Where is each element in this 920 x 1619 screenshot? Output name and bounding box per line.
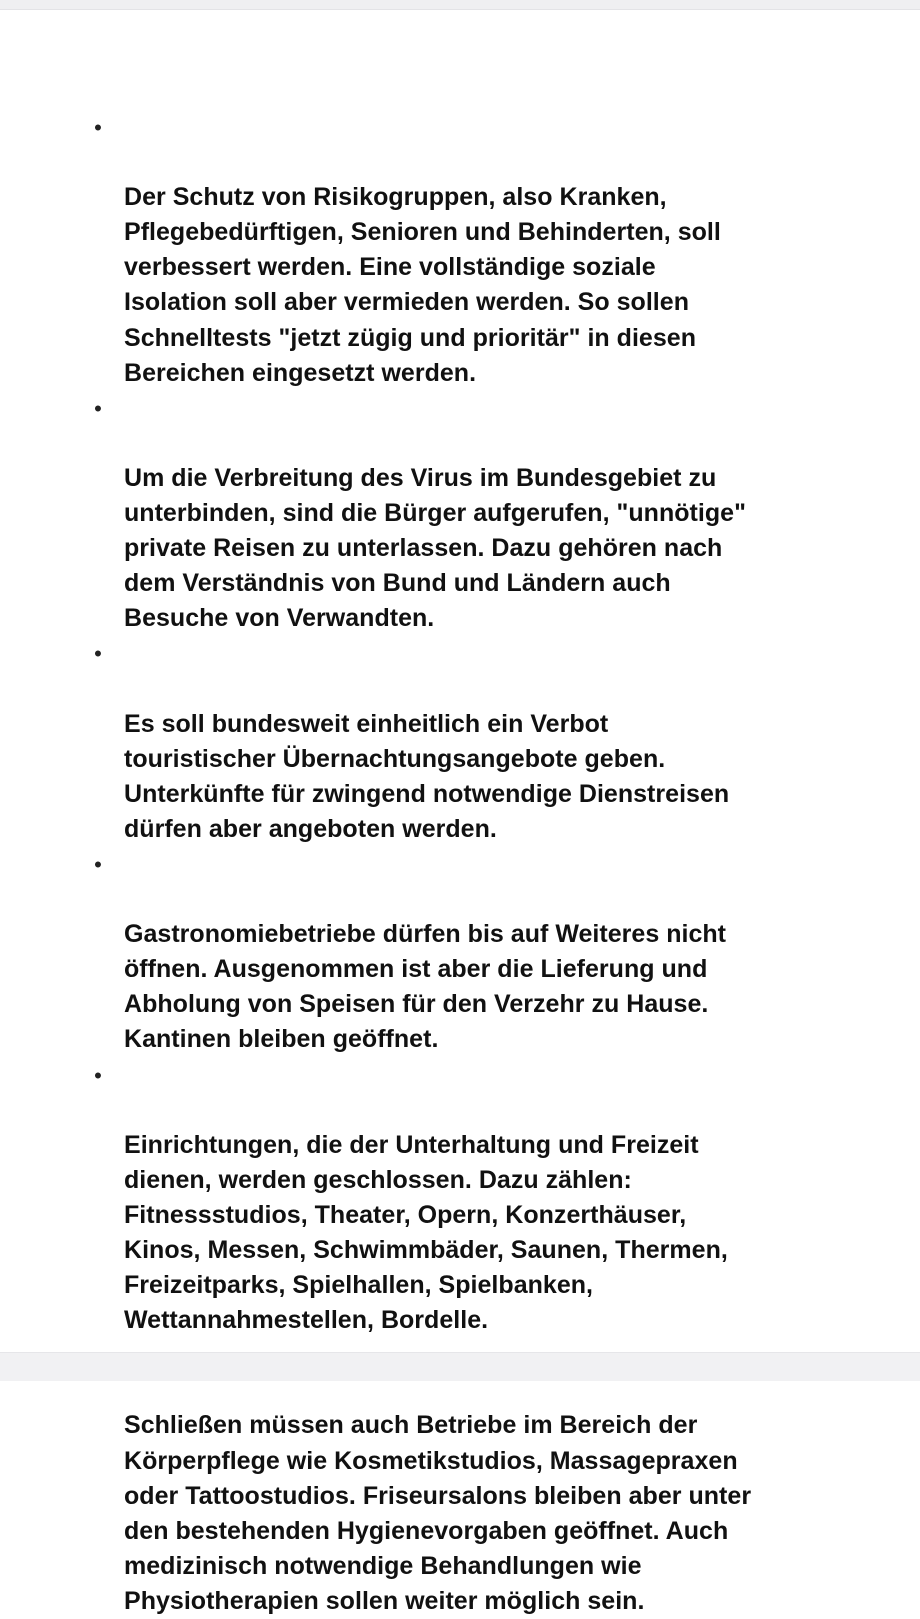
bullet-icon: •: [94, 851, 102, 877]
list-item: [94, 636, 864, 847]
bullet-icon: •: [94, 1062, 102, 1088]
list-item-text: Gastronomiebetriebe dürfen bis auf Weiteres nicht öffnen. Ausgenommen ist aber die Lieferung und Abholung von Speisen für den Verzehr zu Hause. Kantinen bleiben geöffnet.: [124, 920, 727, 1054]
document-page[interactable]: [0, 10, 920, 1615]
list-item-text: Der Schutz von Risikogruppen, also Kranken, Pflegebedürftigen, Senioren und Behinderten, soll verbessert werden. Eine vollständige soziale Isolation soll aber vermieden werden. So sollen Schnelltests "jetzt zügig und prioritär" in diesen Bereichen eingesetzt werden.: [124, 183, 721, 387]
bullet-icon: •: [94, 395, 102, 421]
bullet-icon: •: [94, 115, 102, 140]
list-item-text: Um die Verbreitung des Virus im Bundesgebiet zu unterbinden, sind die Bürger aufgerufen, "unnötige" private Reisen zu unterlassen. Dazu gehören nach dem Verständnis von Bund und Ländern auch Besuche von Verwandten.: [124, 463, 746, 633]
list-item: [94, 391, 864, 637]
bottom-edge-bar: [0, 1352, 920, 1381]
list-item-text: Es soll bundesweit einheitlich ein Verbot touristischer Übernachtungsangebote geben. Unterkünfte für zwingend notwendige Dienstreisen dürfen aber angeboten werden.: [124, 709, 730, 843]
list-item: [94, 110, 864, 391]
list-item-text: Einrichtungen, die der Unterhaltung und Freizeit dienen, werden geschlossen. Dazu zählen: Fitnessstudios, Theater, Opern, Konzerthäuser, Kinos, Messen, Schwimmbäder, Saunen, Thermen, Freizeitparks, Spielhallen, Spielbanken, Wettannahmestellen, Bordelle.: [124, 1130, 728, 1335]
list-item: [94, 1058, 864, 1339]
bullet-icon: •: [94, 641, 102, 667]
bullet-list: [94, 110, 864, 1619]
list-item-text: Schließen müssen auch Betriebe im Bereich der Körperpflege wie Kosmetikstudios, Massagepraxen oder Tattoostudios. Friseursalons bleiben aber unter den bestehenden Hygienevorgaben geöffnet. Auch medizinisch notwendige Behandlungen wie Physiotherapien sollen weiter möglich sein.: [124, 1411, 752, 1615]
list-item: [94, 847, 864, 1058]
top-edge-bar: [0, 0, 920, 10]
